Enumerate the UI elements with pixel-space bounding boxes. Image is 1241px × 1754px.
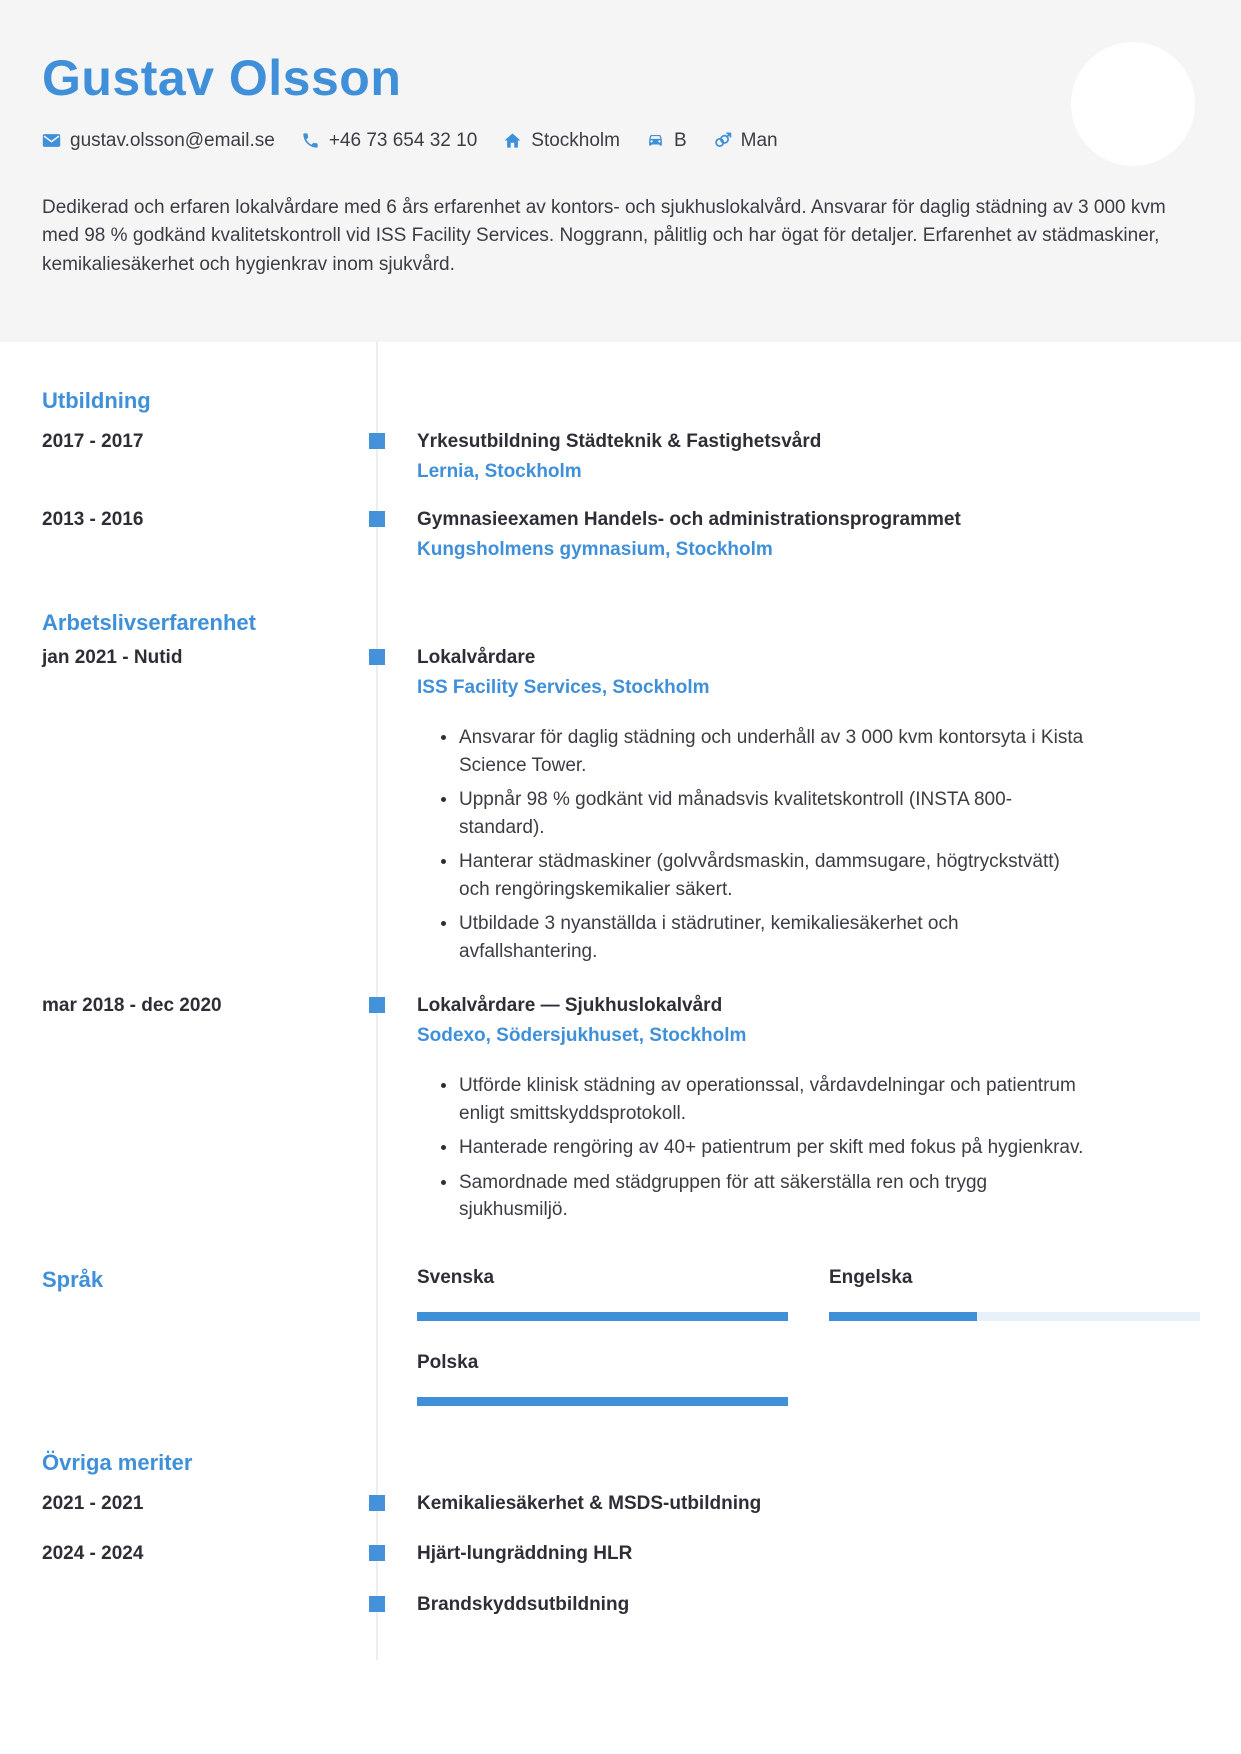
education-school: Lernia, Stockholm [417,461,582,482]
job-company: Sodexo, Södersjukhuset, Stockholm [417,1025,747,1046]
merit-title: Kemikaliesäkerhet & MSDS-utbildning [417,1492,762,1514]
period: mar 2018 - dec 2020 [42,995,222,1016]
timeline-marker [369,1545,385,1561]
job-title: Lokalvårdare [417,647,536,668]
contact-phone [301,130,477,152]
timeline-marker [369,1495,385,1511]
timeline-marker [369,433,385,449]
language-name: Polska [417,1351,479,1373]
page-title: Gustav Olsson [42,50,402,106]
contact-phone-text: +46 73 654 32 10 [328,129,478,151]
job-bullet: Uppnår 98 % godkänt vid månadsvis kvalitetskontroll (INSTA 800-standard). [435,786,1090,841]
section-title-languages: Språk [42,1266,104,1292]
languages-grid [417,1267,1200,1406]
timeline-marker [369,649,385,665]
experience-row [0,648,1241,972]
job-bullets [417,1072,1090,1224]
merit-row [0,1595,1241,1615]
section-title-other-merits: Övriga meriter [42,1449,193,1475]
contact-license-text: B [673,129,687,151]
job-title: Lokalvårdare — Sjukhuslokalvård [417,995,723,1016]
phone-icon [301,131,320,150]
contact-email-text: gustav.olsson@email.se [70,129,275,151]
language-item [829,1267,1200,1321]
language-level-fill [829,1312,977,1321]
timeline-marker [369,997,385,1013]
period: 2021 - 2021 [42,1492,144,1514]
contact-gender [713,130,778,152]
language-item [417,1267,788,1321]
section-title-experience: Arbetslivserfarenhet [42,610,256,635]
language-level-fill [417,1397,788,1406]
job-bullet: Hanterade rengöring av 40+ patientrum per skift med fokus på hygienkrav. [435,1134,1090,1162]
contact-row [42,130,1203,152]
section-education [0,342,1241,560]
experience-row [0,996,1241,1231]
period: 2017 - 2017 [42,431,144,452]
summary: Dedikerad och erfaren lokalvårdare med 6 års erfarenhet av kontors- och sjukhuslokalvård. Ansvarar för daglig städning av 3 000 kvm med 98 % godkänd kvalitetskontroll vid ISS Facility Services. Noggrann, pålitlig och har ögat för detaljer. Erfarenhet av städmaskiner, kemikaliesäkerhet och hygienkrav inom sjukvård. [42,196,1166,275]
home-icon [503,131,522,150]
contact-gender-text: Man [740,129,778,151]
cv-body [0,342,1241,1615]
period: jan 2021 - Nutid [42,647,183,668]
job-company: ISS Facility Services, Stockholm [417,677,710,698]
language-name: Svenska [417,1266,495,1288]
merit-row [0,1544,1241,1564]
language-name: Engelska [829,1266,913,1288]
language-level-bar [417,1397,788,1406]
merit-row [0,1494,1241,1514]
timeline-marker [369,1596,385,1612]
section-other-merits [0,1406,1241,1615]
job-bullets [417,724,1090,965]
contact-license [646,130,687,152]
job-bullet: Utbildade 3 nyanställda i städrutiner, kemikaliesäkerhet och avfallshantering. [435,910,1090,965]
section-experience [0,560,1241,1231]
period: 2024 - 2024 [42,1542,144,1564]
language-level-bar [829,1312,1200,1321]
period: 2013 - 2016 [42,509,144,530]
section-languages [0,1231,1241,1406]
email-icon [42,131,61,150]
language-level-bar [417,1312,788,1321]
merit-title: Brandskyddsutbildning [417,1593,630,1615]
section-title-education: Utbildning [42,388,151,413]
education-title: Gymnasieexamen Handels- och administrationsprogrammet [417,509,961,530]
education-title: Yrkesutbildning Städteknik & Fastighetsvård [417,431,822,452]
timeline-marker [369,511,385,527]
avatar [1071,42,1195,166]
contact-location-text: Stockholm [531,129,620,151]
header [0,0,1241,342]
language-level-fill [417,1312,788,1321]
contact-location [503,130,620,152]
education-row [0,432,1241,482]
contact-email [42,130,275,152]
period [0,1595,377,1615]
job-bullet: Utförde klinisk städning av operationssal, vårdavdelningar och patientrum enligt smittskyddsprotokoll. [435,1072,1090,1127]
education-school: Kungsholmens gymnasium, Stockholm [417,539,773,560]
job-bullet: Ansvarar för daglig städning och underhåll av 3 000 kvm kontorsyta i Kista Science Tower. [435,724,1090,779]
car-icon [646,131,665,150]
merit-title: Hjärt-lungräddning HLR [417,1542,633,1564]
gender-icon [713,131,732,150]
education-row [0,510,1241,560]
job-bullet: Samordnade med städgruppen för att säkerställa ren och trygg sjukhusmiljö. [435,1169,1090,1224]
job-bullet: Hanterar städmaskiner (golvvårdsmaskin, dammsugare, högtryckstvätt) och rengöringskemikalier säkert. [435,848,1090,903]
language-item [417,1352,788,1406]
